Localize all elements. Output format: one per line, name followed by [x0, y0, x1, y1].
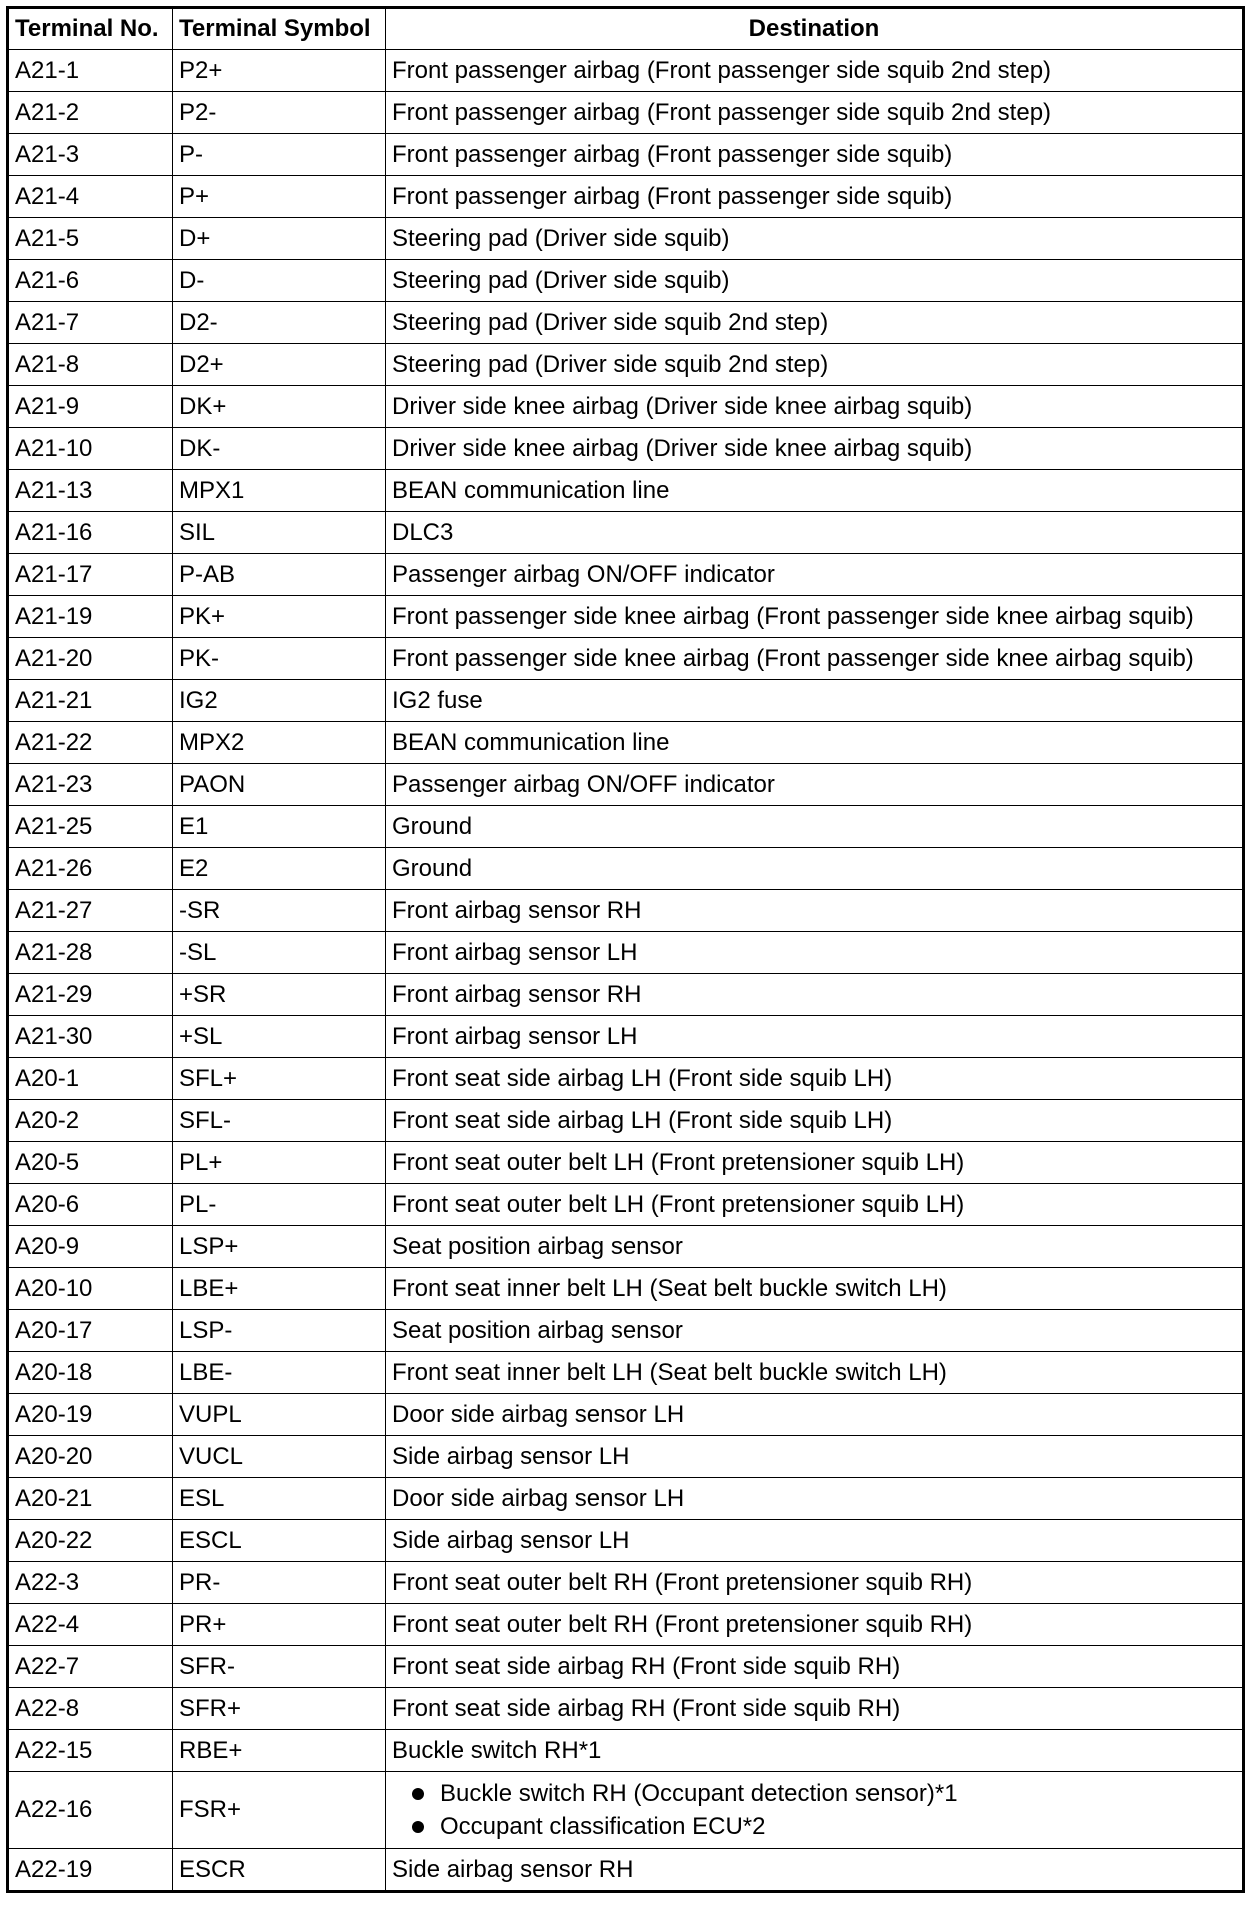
- destination-cell: Side airbag sensor LH: [386, 1520, 1244, 1562]
- destination-bullet-text: Occupant classification ECU*2: [440, 1813, 766, 1840]
- terminal-symbol-cell: SFR+: [173, 1688, 386, 1730]
- destination-cell: Front passenger side knee airbag (Front passenger side knee airbag squib): [386, 638, 1244, 680]
- terminal-symbol-cell: RBE+: [173, 1730, 386, 1772]
- table-row: [8, 1772, 1244, 1849]
- terminal-no-cell: A21-13: [8, 470, 173, 512]
- destination-cell: Front seat side airbag RH (Front side squib RH): [386, 1646, 1244, 1688]
- terminal-symbol-cell: E2: [173, 848, 386, 890]
- terminal-no-cell: A21-25: [8, 806, 173, 848]
- table-row: [8, 302, 1244, 344]
- terminal-no-cell: A21-3: [8, 134, 173, 176]
- destination-cell: Front airbag sensor LH: [386, 1016, 1244, 1058]
- terminal-symbol-cell: LBE-: [173, 1352, 386, 1394]
- table-row: [8, 1849, 1244, 1892]
- terminal-no-cell: A20-2: [8, 1100, 173, 1142]
- terminal-symbol-cell: D-: [173, 260, 386, 302]
- terminal-symbol-cell: PAON: [173, 764, 386, 806]
- destination-cell: Passenger airbag ON/OFF indicator: [386, 764, 1244, 806]
- terminal-symbol-cell: -SL: [173, 932, 386, 974]
- terminal-no-cell: A20-21: [8, 1478, 173, 1520]
- terminal-no-cell: A21-10: [8, 428, 173, 470]
- terminal-symbol-cell: SFR-: [173, 1646, 386, 1688]
- terminal-no-cell: A20-9: [8, 1226, 173, 1268]
- terminal-symbol-cell: SIL: [173, 512, 386, 554]
- destination-cell: Buckle switch RH*1: [386, 1730, 1244, 1772]
- terminal-symbol-cell: ESCR: [173, 1849, 386, 1892]
- terminal-no-cell: A21-22: [8, 722, 173, 764]
- terminal-symbol-cell: LSP+: [173, 1226, 386, 1268]
- destination-cell: Steering pad (Driver side squib): [386, 218, 1244, 260]
- table-row: [8, 1058, 1244, 1100]
- terminal-symbol-cell: IG2: [173, 680, 386, 722]
- terminal-symbol-cell: +SL: [173, 1016, 386, 1058]
- terminal-symbol-cell: SFL-: [173, 1100, 386, 1142]
- terminal-no-cell: A21-4: [8, 176, 173, 218]
- terminal-symbol-cell: MPX2: [173, 722, 386, 764]
- destination-cell: Side airbag sensor LH: [386, 1436, 1244, 1478]
- terminal-no-cell: A21-28: [8, 932, 173, 974]
- terminal-symbol-cell: +SR: [173, 974, 386, 1016]
- destination-cell: Steering pad (Driver side squib): [386, 260, 1244, 302]
- terminal-table: [6, 6, 1245, 1893]
- terminal-symbol-cell: PL-: [173, 1184, 386, 1226]
- destination-cell: Front seat inner belt LH (Seat belt buckle switch LH): [386, 1352, 1244, 1394]
- table-row: [8, 1730, 1244, 1772]
- terminal-no-cell: A20-1: [8, 1058, 173, 1100]
- table-row: [8, 176, 1244, 218]
- destination-cell: Front passenger side knee airbag (Front passenger side knee airbag squib): [386, 596, 1244, 638]
- destination-cell: Side airbag sensor RH: [386, 1849, 1244, 1892]
- destination-cell: Driver side knee airbag (Driver side knee airbag squib): [386, 428, 1244, 470]
- destination-bullet-item: [392, 1810, 1242, 1843]
- terminal-symbol-cell: PK-: [173, 638, 386, 680]
- terminal-symbol-cell: E1: [173, 806, 386, 848]
- table-row: [8, 218, 1244, 260]
- table-row: [8, 1478, 1244, 1520]
- terminal-symbol-cell: LBE+: [173, 1268, 386, 1310]
- terminal-symbol-cell: VUCL: [173, 1436, 386, 1478]
- destination-cell: Front seat side airbag LH (Front side squib LH): [386, 1100, 1244, 1142]
- destination-cell: Passenger airbag ON/OFF indicator: [386, 554, 1244, 596]
- table-row: [8, 638, 1244, 680]
- terminal-no-cell: A21-7: [8, 302, 173, 344]
- destination-cell: Driver side knee airbag (Driver side knee airbag squib): [386, 386, 1244, 428]
- table-row: [8, 848, 1244, 890]
- table-row: [8, 1268, 1244, 1310]
- terminal-symbol-cell: ESCL: [173, 1520, 386, 1562]
- terminal-symbol-cell: P-AB: [173, 554, 386, 596]
- terminal-symbol-cell: PL+: [173, 1142, 386, 1184]
- destination-cell: BEAN communication line: [386, 722, 1244, 764]
- terminal-symbol-cell: SFL+: [173, 1058, 386, 1100]
- table-row: [8, 386, 1244, 428]
- table-row: [8, 512, 1244, 554]
- terminal-symbol-cell: ESL: [173, 1478, 386, 1520]
- header-row: [8, 8, 1244, 50]
- terminal-no-cell: A21-23: [8, 764, 173, 806]
- table-row: [8, 1604, 1244, 1646]
- table-row: [8, 1310, 1244, 1352]
- terminal-no-cell: A20-17: [8, 1310, 173, 1352]
- terminal-no-cell: A21-5: [8, 218, 173, 260]
- destination-bullet-item: [392, 1777, 1242, 1810]
- destination-cell: Front passenger airbag (Front passenger side squib): [386, 134, 1244, 176]
- terminal-no-cell: A21-19: [8, 596, 173, 638]
- terminal-no-cell: A21-6: [8, 260, 173, 302]
- destination-cell: Seat position airbag sensor: [386, 1310, 1244, 1352]
- terminal-no-cell: A20-19: [8, 1394, 173, 1436]
- terminal-symbol-cell: -SR: [173, 890, 386, 932]
- destination-cell: Front seat outer belt RH (Front pretensioner squib RH): [386, 1604, 1244, 1646]
- destination-cell: Steering pad (Driver side squib 2nd step): [386, 344, 1244, 386]
- destination-cell: [386, 1772, 1244, 1849]
- terminal-no-cell: A21-16: [8, 512, 173, 554]
- table-row: [8, 722, 1244, 764]
- destination-cell: Ground: [386, 848, 1244, 890]
- terminal-no-cell: A20-18: [8, 1352, 173, 1394]
- table-row: [8, 1436, 1244, 1478]
- table-row: [8, 1352, 1244, 1394]
- terminal-symbol-cell: MPX1: [173, 470, 386, 512]
- terminal-no-cell: A21-9: [8, 386, 173, 428]
- destination-cell: Seat position airbag sensor: [386, 1226, 1244, 1268]
- terminal-symbol-cell: LSP-: [173, 1310, 386, 1352]
- terminal-no-cell: A22-16: [8, 1772, 173, 1849]
- table-row: [8, 890, 1244, 932]
- terminal-symbol-cell: D2-: [173, 302, 386, 344]
- terminal-no-cell: A21-21: [8, 680, 173, 722]
- destination-cell: Front airbag sensor LH: [386, 932, 1244, 974]
- table-row: [8, 1520, 1244, 1562]
- terminal-no-cell: A22-15: [8, 1730, 173, 1772]
- destination-cell: Front seat inner belt LH (Seat belt buckle switch LH): [386, 1268, 1244, 1310]
- destination-cell: Ground: [386, 806, 1244, 848]
- destination-cell: Door side airbag sensor LH: [386, 1394, 1244, 1436]
- terminal-symbol-cell: FSR+: [173, 1772, 386, 1849]
- table-row: [8, 134, 1244, 176]
- terminal-no-cell: A22-3: [8, 1562, 173, 1604]
- table-row: [8, 1142, 1244, 1184]
- table-row: [8, 1688, 1244, 1730]
- terminal-symbol-cell: P+: [173, 176, 386, 218]
- destination-cell: BEAN communication line: [386, 470, 1244, 512]
- header-terminal-symbol: Terminal Symbol: [173, 8, 386, 50]
- table-body: [8, 50, 1244, 1892]
- terminal-no-cell: A22-8: [8, 1688, 173, 1730]
- table-row: [8, 596, 1244, 638]
- terminal-symbol-cell: P2-: [173, 92, 386, 134]
- terminal-no-cell: A22-4: [8, 1604, 173, 1646]
- destination-cell: Front seat outer belt LH (Front pretensioner squib LH): [386, 1184, 1244, 1226]
- terminal-no-cell: A21-20: [8, 638, 173, 680]
- terminal-no-cell: A21-2: [8, 92, 173, 134]
- destination-cell: Front airbag sensor RH: [386, 890, 1244, 932]
- destination-cell: IG2 fuse: [386, 680, 1244, 722]
- terminal-no-cell: A21-30: [8, 1016, 173, 1058]
- terminal-no-cell: A21-17: [8, 554, 173, 596]
- terminal-no-cell: A21-29: [8, 974, 173, 1016]
- destination-cell: Front seat outer belt RH (Front pretensioner squib RH): [386, 1562, 1244, 1604]
- terminal-symbol-cell: PK+: [173, 596, 386, 638]
- terminal-symbol-cell: P-: [173, 134, 386, 176]
- terminal-no-cell: A21-8: [8, 344, 173, 386]
- destination-cell: Front passenger airbag (Front passenger side squib): [386, 176, 1244, 218]
- destination-cell: Steering pad (Driver side squib 2nd step): [386, 302, 1244, 344]
- table-row: [8, 1646, 1244, 1688]
- terminal-symbol-cell: P2+: [173, 50, 386, 92]
- table-row: [8, 1016, 1244, 1058]
- destination-cell: Front seat side airbag LH (Front side squib LH): [386, 1058, 1244, 1100]
- terminal-no-cell: A22-19: [8, 1849, 173, 1892]
- terminal-symbol-cell: D+: [173, 218, 386, 260]
- bullet-icon: [412, 1788, 424, 1800]
- destination-cell: Door side airbag sensor LH: [386, 1478, 1244, 1520]
- terminal-symbol-cell: VUPL: [173, 1394, 386, 1436]
- terminal-symbol-cell: PR-: [173, 1562, 386, 1604]
- terminal-no-cell: A21-26: [8, 848, 173, 890]
- table-row: [8, 806, 1244, 848]
- terminal-symbol-cell: PR+: [173, 1604, 386, 1646]
- table-row: [8, 680, 1244, 722]
- table-row: [8, 764, 1244, 806]
- table-row: [8, 1562, 1244, 1604]
- destination-cell: Front passenger airbag (Front passenger side squib 2nd step): [386, 92, 1244, 134]
- terminal-no-cell: A20-5: [8, 1142, 173, 1184]
- table-row: [8, 1394, 1244, 1436]
- header-destination: Destination: [386, 8, 1244, 50]
- destination-bullet-list: [392, 1777, 1242, 1843]
- terminal-no-cell: A20-6: [8, 1184, 173, 1226]
- destination-bullet-text: Buckle switch RH (Occupant detection sensor)*1: [440, 1780, 958, 1807]
- terminal-no-cell: A20-22: [8, 1520, 173, 1562]
- table-row: [8, 974, 1244, 1016]
- terminal-no-cell: A21-27: [8, 890, 173, 932]
- table-row: [8, 260, 1244, 302]
- terminal-symbol-cell: DK-: [173, 428, 386, 470]
- terminal-symbol-cell: DK+: [173, 386, 386, 428]
- terminal-no-cell: A20-20: [8, 1436, 173, 1478]
- table-row: [8, 1184, 1244, 1226]
- table-row: [8, 344, 1244, 386]
- terminal-symbol-cell: D2+: [173, 344, 386, 386]
- table-row: [8, 470, 1244, 512]
- terminal-no-cell: A22-7: [8, 1646, 173, 1688]
- table-row: [8, 554, 1244, 596]
- terminal-no-cell: A20-10: [8, 1268, 173, 1310]
- table-row: [8, 1100, 1244, 1142]
- table-row: [8, 932, 1244, 974]
- bullet-icon: [412, 1821, 424, 1833]
- table-row: [8, 92, 1244, 134]
- table-row: [8, 50, 1244, 92]
- destination-cell: Front seat side airbag RH (Front side squib RH): [386, 1688, 1244, 1730]
- destination-cell: Front passenger airbag (Front passenger side squib 2nd step): [386, 50, 1244, 92]
- destination-cell: Front airbag sensor RH: [386, 974, 1244, 1016]
- header-terminal-no: Terminal No.: [8, 8, 173, 50]
- destination-cell: Front seat outer belt LH (Front pretensioner squib LH): [386, 1142, 1244, 1184]
- table-row: [8, 1226, 1244, 1268]
- table-row: [8, 428, 1244, 470]
- destination-cell: DLC3: [386, 512, 1244, 554]
- terminal-no-cell: A21-1: [8, 50, 173, 92]
